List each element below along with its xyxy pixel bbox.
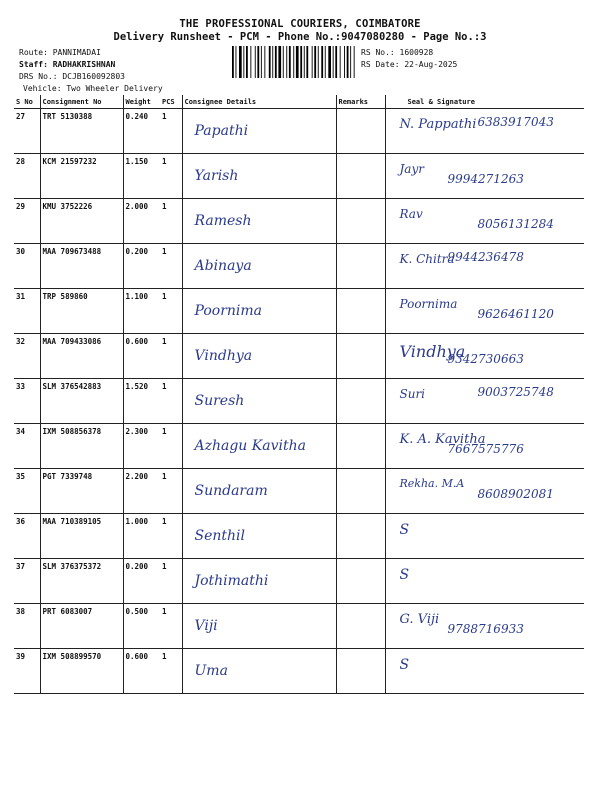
signature-phone: 9994271263: [447, 172, 524, 186]
table-row: [14, 649, 584, 694]
row-remarks: [336, 514, 385, 559]
signature-text: G. Viji: [399, 612, 440, 627]
table-row: [14, 199, 584, 244]
row-consignee: [182, 334, 336, 379]
row-signature: [385, 154, 584, 199]
row-sno: 37: [14, 559, 40, 604]
row-pcs: 1: [160, 469, 182, 514]
table-row: [14, 604, 584, 649]
signature-text: Rav: [399, 207, 423, 221]
col-signature-header: Seal & Signature: [385, 95, 584, 109]
row-pcs: 1: [160, 109, 182, 154]
row-consignee: [182, 289, 336, 334]
row-sno: 29: [14, 199, 40, 244]
row-signature: [385, 424, 584, 469]
row-consignment: MAA 709433086: [40, 334, 123, 379]
row-pcs: 1: [160, 334, 182, 379]
row-weight: 0.240: [123, 109, 160, 154]
rs-date: RS Date: 22-Aug-2025: [361, 60, 458, 69]
row-signature: [385, 244, 584, 289]
row-weight: 0.500: [123, 604, 160, 649]
row-sno: 28: [14, 154, 40, 199]
company-title: THE PROFESSIONAL COURIERS, COIMBATORE: [179, 18, 421, 30]
row-consignment: SLM 376542883: [40, 379, 123, 424]
row-remarks: [336, 334, 385, 379]
consignee-name: Suresh: [194, 393, 245, 409]
row-consignee: [182, 244, 336, 289]
row-remarks: [336, 109, 385, 154]
row-sno: 30: [14, 244, 40, 289]
row-consignment: IXM 508899570: [40, 649, 123, 694]
consignee-name: Uma: [194, 663, 228, 679]
row-consignee: [182, 649, 336, 694]
row-weight: 0.600: [123, 649, 160, 694]
signature-text: Jayr: [399, 162, 424, 176]
signature-phone: 9342730663: [447, 352, 524, 366]
signature-text: Poornima: [399, 297, 458, 311]
row-weight: 1.100: [123, 289, 160, 334]
col-sno-header: S No: [14, 95, 40, 109]
row-pcs: 1: [160, 649, 182, 694]
row-consignment: PRT 6083007: [40, 604, 123, 649]
row-consignee: [182, 559, 336, 604]
row-remarks: [336, 379, 385, 424]
signature-phone: 9626461120: [477, 307, 554, 321]
table-header-row: [14, 95, 584, 109]
signature-phone: 8056131284: [477, 217, 554, 231]
signature-text: S: [399, 567, 410, 583]
row-signature: [385, 559, 584, 604]
row-consignment: IXM 508856378: [40, 424, 123, 469]
signature-text: K. Chitra: [399, 252, 455, 266]
row-sno: 36: [14, 514, 40, 559]
row-pcs: 1: [160, 199, 182, 244]
table-row: [14, 379, 584, 424]
row-signature: [385, 334, 584, 379]
row-pcs: 1: [160, 604, 182, 649]
consignee-name: Azhagu Kavitha: [194, 438, 306, 454]
row-signature: [385, 604, 584, 649]
row-weight: 1.150: [123, 154, 160, 199]
runsheet-table: [14, 95, 584, 694]
row-consignee: [182, 109, 336, 154]
vehicle-label: Vehicle: Two Wheeler Delivery: [23, 84, 163, 93]
row-weight: 2.200: [123, 469, 160, 514]
row-signature: [385, 379, 584, 424]
signature-text: S: [399, 522, 410, 538]
table-row: [14, 514, 584, 559]
consignee-name: Viji: [194, 618, 218, 634]
signature-text: K. A. Kavitha: [399, 432, 486, 447]
table-row: [14, 154, 584, 199]
row-pcs: 1: [160, 559, 182, 604]
row-consignee: [182, 604, 336, 649]
row-consignment: KMU 3752226: [40, 199, 123, 244]
row-remarks: [336, 289, 385, 334]
row-consignee: [182, 424, 336, 469]
row-signature: [385, 289, 584, 334]
row-pcs: 1: [160, 424, 182, 469]
row-signature: [385, 109, 584, 154]
row-remarks: [336, 559, 385, 604]
col-weight-header: Weight: [123, 95, 160, 109]
row-consignment: SLM 376375372: [40, 559, 123, 604]
row-remarks: [336, 199, 385, 244]
consignee-name: Abinaya: [194, 258, 252, 274]
row-sno: 33: [14, 379, 40, 424]
row-consignee: [182, 199, 336, 244]
row-consignment: PGT 7339748: [40, 469, 123, 514]
row-sno: 35: [14, 469, 40, 514]
row-remarks: [336, 244, 385, 289]
consignee-name: Jothimathi: [194, 573, 269, 589]
row-pcs: 1: [160, 289, 182, 334]
col-consignment-header: Consignment No: [40, 95, 123, 109]
consignee-name: Papathi: [194, 123, 249, 139]
row-signature: [385, 199, 584, 244]
row-signature: [385, 514, 584, 559]
row-consignment: KCM 21597232: [40, 154, 123, 199]
signature-phone: 9788716933: [447, 622, 524, 636]
row-weight: 2.000: [123, 199, 160, 244]
staff-label: Staff: RADHAKRISHNAN: [19, 60, 116, 69]
row-remarks: [336, 469, 385, 514]
row-signature: [385, 649, 584, 694]
row-consignment: TRP 589860: [40, 289, 123, 334]
consignee-name: Vindhya: [194, 348, 253, 364]
table-row: [14, 289, 584, 334]
rs-number: RS No.: 1600928: [361, 48, 434, 57]
row-remarks: [336, 154, 385, 199]
route-label: Route: PANNIMADAI: [19, 48, 101, 57]
row-sno: 34: [14, 424, 40, 469]
row-remarks: [336, 424, 385, 469]
signature-text: Vindhya: [399, 342, 466, 361]
table-row: [14, 334, 584, 379]
row-pcs: 1: [160, 244, 182, 289]
signature-text: Rekha. M.A: [399, 477, 465, 490]
consignee-name: Yarish: [194, 168, 239, 184]
row-pcs: 1: [160, 514, 182, 559]
table-row: [14, 424, 584, 469]
row-consignee: [182, 379, 336, 424]
signature-text: N. Pappathi: [399, 117, 477, 132]
row-sno: 31: [14, 289, 40, 334]
row-sno: 39: [14, 649, 40, 694]
col-consignee-header: Consignee Details: [182, 95, 336, 109]
table-row: [14, 559, 584, 604]
row-consignment: MAA 709673488: [40, 244, 123, 289]
consignee-name: Ramesh: [194, 213, 252, 229]
drs-label: DRS No.: DCJB160092803: [19, 72, 125, 81]
col-pcs-header: PCS: [160, 95, 182, 109]
row-sno: 32: [14, 334, 40, 379]
signature-text: S: [399, 657, 410, 673]
row-weight: 1.520: [123, 379, 160, 424]
consignee-name: Senthil: [194, 528, 245, 544]
signature-phone: 9003725748: [477, 385, 554, 399]
table-row: [14, 109, 584, 154]
row-consignee: [182, 514, 336, 559]
signature-phone: 7667575776: [447, 442, 524, 456]
consignee-name: Poornima: [194, 303, 263, 319]
row-weight: 0.200: [123, 559, 160, 604]
col-remarks-header: Remarks: [336, 95, 385, 109]
row-consignment: TRT 5130388: [40, 109, 123, 154]
row-sno: 27: [14, 109, 40, 154]
row-consignment: MAA 710389105: [40, 514, 123, 559]
row-consignee: [182, 469, 336, 514]
signature-phone: 9944236478: [447, 250, 524, 264]
row-weight: 1.000: [123, 514, 160, 559]
signature-phone: 6383917043: [477, 115, 554, 129]
runsheet-subtitle: Delivery Runsheet - PCM - Phone No.:9047080280 - Page No.:3: [113, 31, 487, 43]
row-weight: 0.200: [123, 244, 160, 289]
signature-phone: 8608902081: [477, 487, 554, 501]
row-weight: 2.300: [123, 424, 160, 469]
row-pcs: 1: [160, 154, 182, 199]
row-remarks: [336, 649, 385, 694]
row-remarks: [336, 604, 385, 649]
signature-text: Suri: [399, 387, 426, 401]
table-row: [14, 244, 584, 289]
row-pcs: 1: [160, 379, 182, 424]
consignee-name: Sundaram: [194, 483, 268, 499]
barcode-icon: [232, 46, 356, 78]
table-row: [14, 469, 584, 514]
row-signature: [385, 469, 584, 514]
row-consignee: [182, 154, 336, 199]
row-weight: 0.600: [123, 334, 160, 379]
row-sno: 38: [14, 604, 40, 649]
